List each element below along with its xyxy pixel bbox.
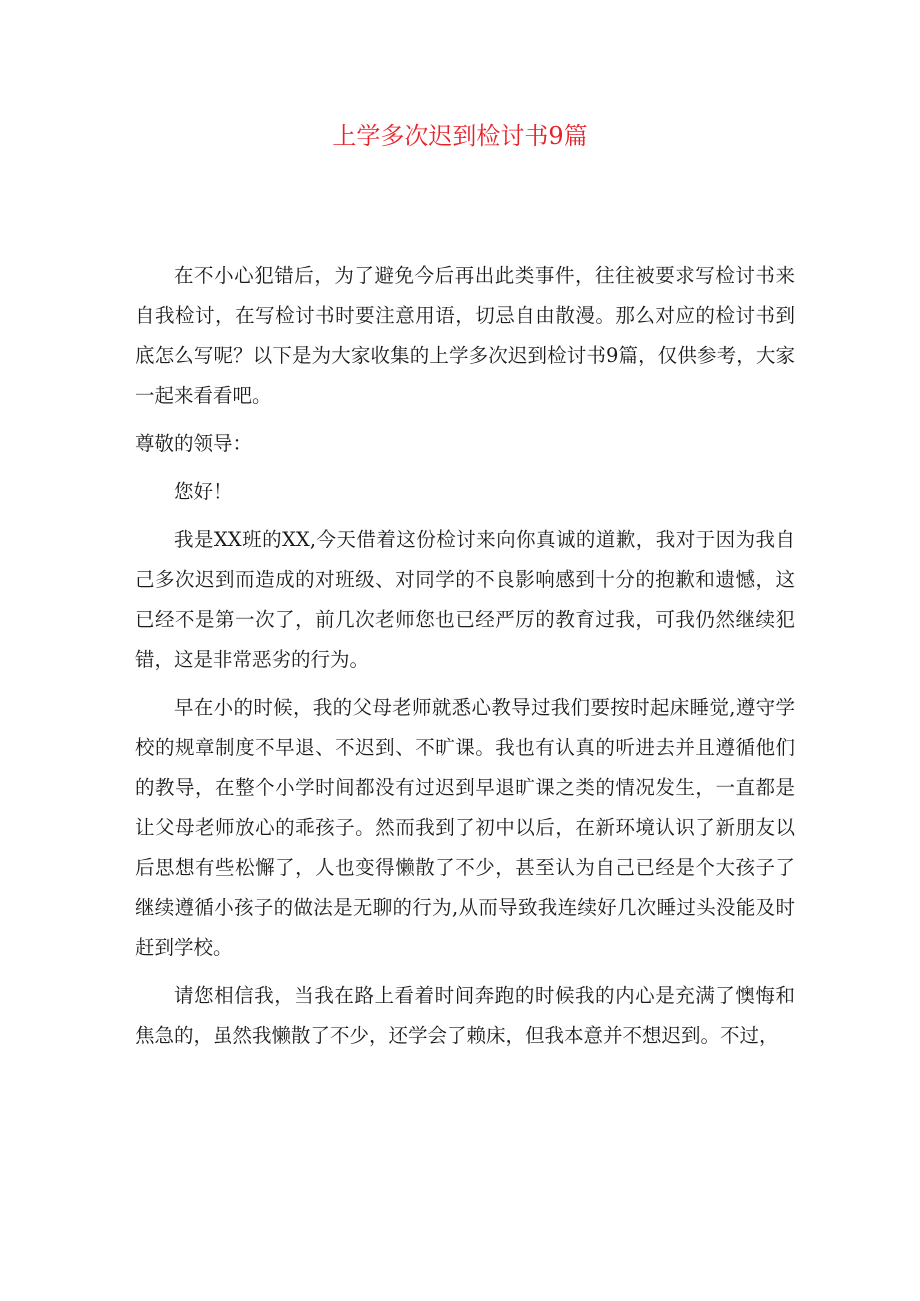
document-body [135, 256, 795, 1064]
body-paragraph-3: 请您相信我，当我在路上看着时间奔跑的时候我的内心是充满了懊悔和焦急的，虽然我懒散了不少，还学会了赖床，但我本意并不想迟到。不过， [135, 984, 795, 1047]
salutation: 尊敬的领导： [135, 432, 253, 455]
intro-paragraph: 在不小心犯错后，为了避免今后再出此类事件，往往被要求写检讨书来自我检讨，在写检讨书时要注意用语，切忌自由散漫。那么对应的检讨书到底怎么写呢？以下是为大家收集的上学多次迟到检讨书9篇，仅供参考，大家一起来看看吧。 [135, 264, 795, 407]
body-paragraph-2: 早在小的时候，我的父母老师就悉心教导过我们要按时起床睡觉,遵守学校的规章制度不早退、不迟到、不旷课。我也有认真的听进去并且遵循他们的教导，在整个小学时间都没有过迟到早退旷课之类的情况发生，一直都是让父母老师放心的乖孩子。然而我到了初中以后，在新环境认识了新朋友以后思想有些松懈了，人也变得懒散了不少，甚至认为自己已经是个大孩子了继续遵循小孩子的做法是无聊的行为,从而导致我连续好几次睡过头没能及时赶到学校。 [135, 696, 795, 959]
body-paragraph-1: 我是XX班的XX,今天借着这份检讨来向你真诚的道歉，我对于因为我自己多次迟到而造成的对班级、对同学的不良影响感到十分的抱歉和遗憾，这已经不是第一次了，前几次老师您也已经严厉的教育过我，可我仍然继续犯错，这是非常恶劣的行为。 [135, 528, 795, 671]
greeting: 您好！ [174, 480, 233, 503]
document-title: 上学多次迟到检讨书9篇 [332, 122, 588, 150]
